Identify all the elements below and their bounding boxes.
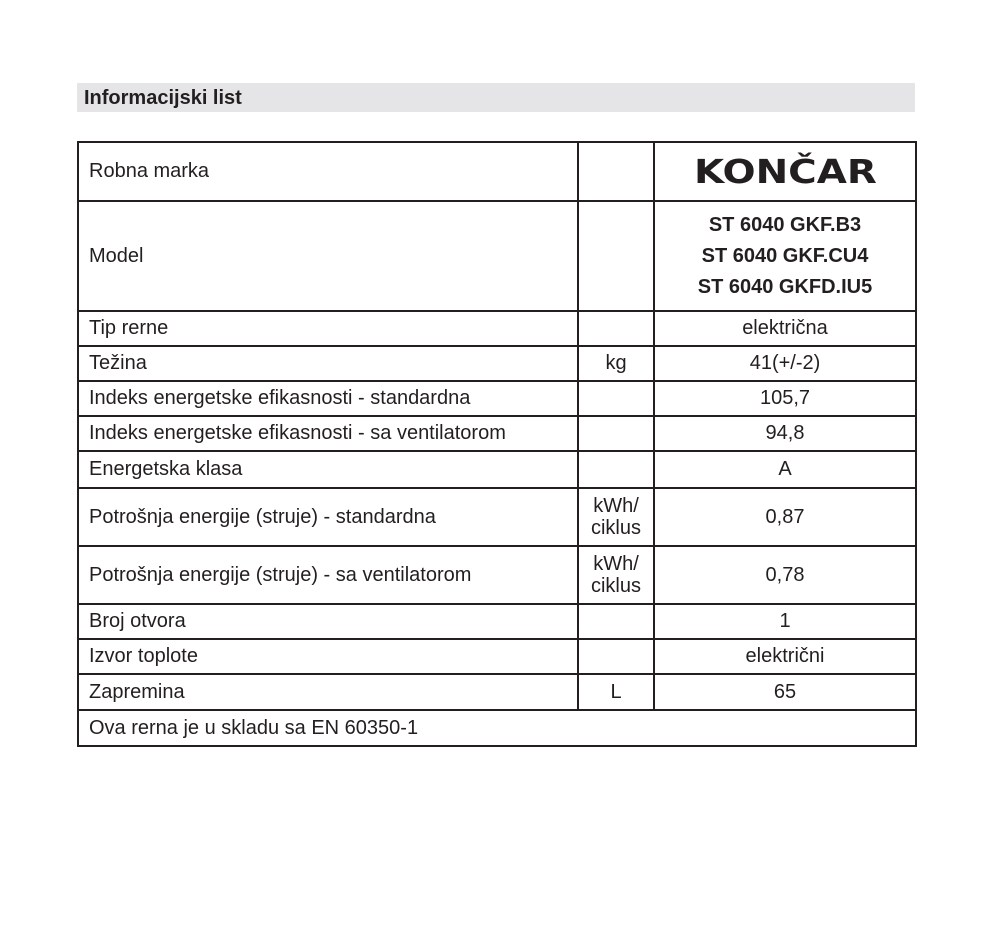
row-unit [578, 416, 654, 451]
row-value: 41(+/-2) [654, 346, 916, 381]
row-unit: kg [578, 346, 654, 381]
row-unit [578, 604, 654, 639]
row-value: 105,7 [654, 381, 916, 416]
model-value: ST 6040 GKF.B3 [708, 213, 862, 236]
table-row [78, 674, 916, 710]
row-label: Potrošnja energije (struje) - standardna [78, 488, 578, 546]
model-value: ST 6040 GKF.CU4 [701, 244, 869, 267]
row-label: Broj otvora [78, 604, 578, 639]
row-value: električna [654, 311, 916, 346]
table-row [78, 639, 916, 674]
row-unit: L [578, 674, 654, 710]
compliance-note: Ova rerna je u skladu sa EN 60350-1 [78, 710, 916, 746]
row-label: Izvor toplote [78, 639, 578, 674]
table-row [78, 710, 916, 746]
model-values [654, 201, 916, 311]
row-unit [578, 639, 654, 674]
unit-line: ciklus [590, 517, 641, 539]
table-row [78, 416, 916, 451]
row-value: električni [654, 639, 916, 674]
row-label: Tip rerne [78, 311, 578, 346]
koncar-logo: KONČAR [693, 151, 877, 191]
row-unit [578, 311, 654, 346]
unit-line: kWh/ [593, 553, 639, 575]
row-value: 94,8 [654, 416, 916, 451]
row-value: 65 [654, 674, 916, 710]
table-row [78, 488, 916, 546]
row-unit [578, 488, 654, 546]
row-unit [578, 381, 654, 416]
table-row [78, 346, 916, 381]
table-row [78, 142, 916, 201]
model-label: Model [78, 201, 578, 311]
table-row [78, 201, 916, 311]
table-row [78, 604, 916, 639]
table-row [78, 546, 916, 604]
brand-label: Robna marka [78, 142, 578, 201]
product-information-table [77, 141, 917, 747]
row-unit [578, 451, 654, 488]
row-unit [578, 546, 654, 604]
brand-unit [578, 142, 654, 201]
table-row [78, 311, 916, 346]
row-label: Indeks energetske efikasnosti - standardna [78, 381, 578, 416]
unit-line: kWh/ [593, 495, 639, 517]
model-value: ST 6040 GKFD.IU5 [697, 275, 873, 298]
unit-line: ciklus [590, 575, 641, 597]
row-value: 0,78 [654, 546, 916, 604]
section-title: Informacijski list [77, 83, 915, 112]
row-label: Potrošnja energije (struje) - sa ventilatorom [78, 546, 578, 604]
row-label: Energetska klasa [78, 451, 578, 488]
model-unit [578, 201, 654, 311]
row-value: 1 [654, 604, 916, 639]
row-value: 0,87 [654, 488, 916, 546]
brand-logo-cell [654, 142, 916, 201]
row-label: Težina [78, 346, 578, 381]
row-value: A [654, 451, 916, 488]
table-row [78, 451, 916, 488]
table-row [78, 381, 916, 416]
row-label: Zapremina [78, 674, 578, 710]
row-label: Indeks energetske efikasnosti - sa ventilatorom [78, 416, 578, 451]
